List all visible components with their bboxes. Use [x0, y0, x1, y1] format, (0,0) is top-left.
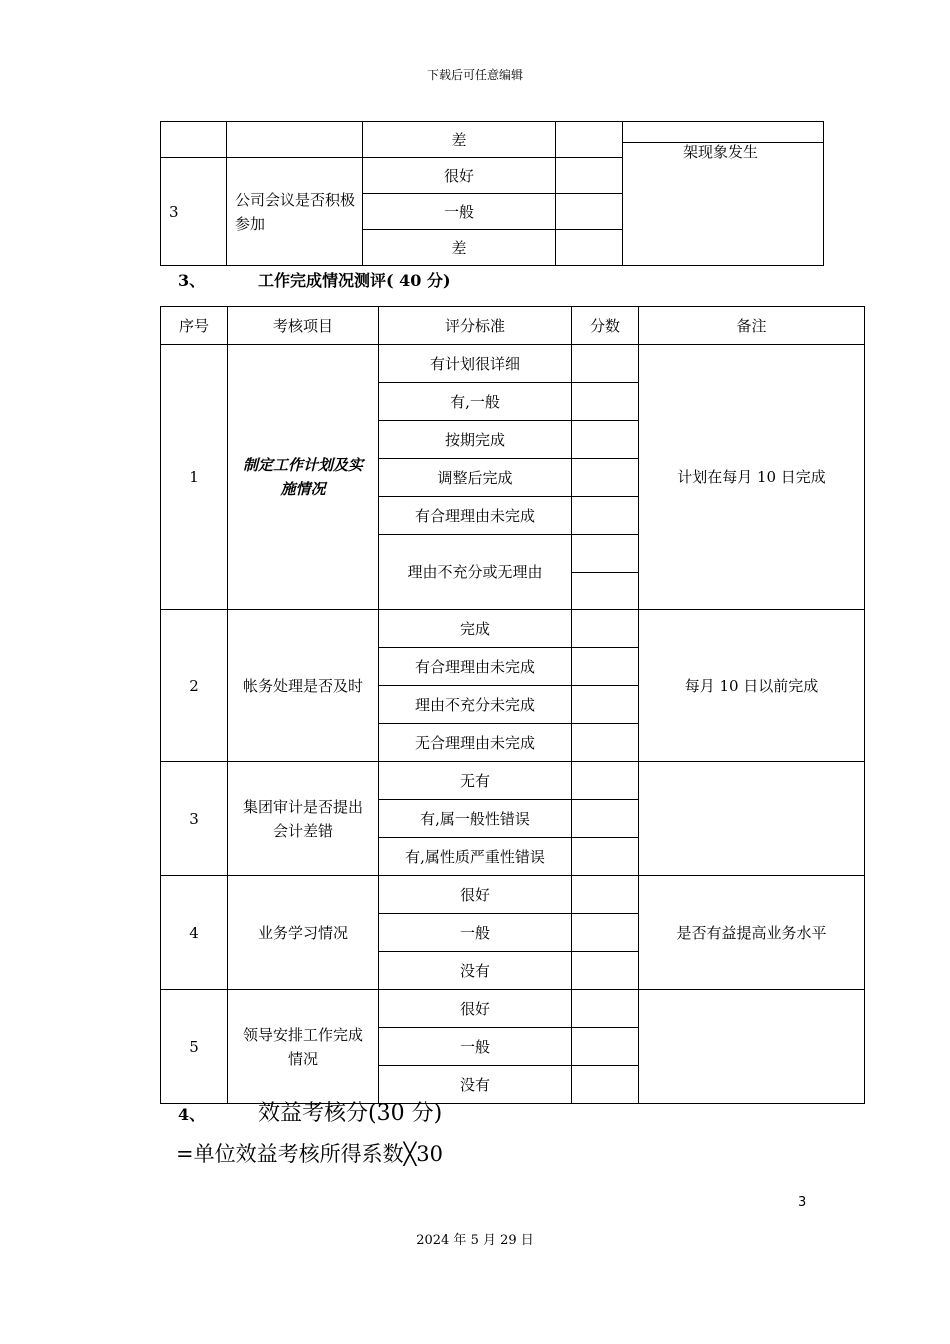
- score-cell: [572, 1028, 639, 1066]
- score-cell: [572, 686, 639, 724]
- header-cell: 考核项目: [228, 307, 379, 345]
- table-cell: [227, 122, 363, 158]
- score-cell: [556, 194, 623, 230]
- table-row: [161, 610, 865, 648]
- score-cell: [572, 1066, 639, 1104]
- header-row: [161, 307, 865, 345]
- table-row: [161, 876, 865, 914]
- criterion-cell: 一般: [379, 914, 572, 952]
- footer-date: 2024 年 5 月 29 日: [416, 1233, 534, 1248]
- criterion-cell: 差: [363, 230, 556, 266]
- score-cell: [572, 800, 639, 838]
- note-cell: 是否有益提高业务水平: [639, 876, 865, 990]
- criterion-cell: 很好: [379, 876, 572, 914]
- score-cell: [572, 914, 639, 952]
- criterion-cell: 没有: [379, 952, 572, 990]
- page-number: 3: [798, 1195, 807, 1210]
- note-text: 架现象发生: [683, 143, 759, 161]
- table-row: [161, 345, 865, 383]
- formula-text: =单位效益考核所得系数╳30: [176, 1142, 443, 1166]
- row-number: 3: [161, 158, 227, 266]
- score-cell: [556, 230, 623, 266]
- section-title: 效益考核分(30 分): [258, 1101, 443, 1126]
- criterion-cell: 一般: [379, 1028, 572, 1066]
- score-cell: [572, 345, 639, 383]
- score-cell: [572, 497, 639, 535]
- criterion-cell: 按期完成: [379, 421, 572, 459]
- criterion-cell: 有,一般: [379, 383, 572, 421]
- item-cell: 公司会议是否积极参加: [227, 158, 363, 266]
- criterion-cell: 理由不充分未完成: [379, 686, 572, 724]
- score-cell: [572, 535, 639, 610]
- work-completion-table: [160, 306, 865, 1104]
- criterion-cell: 没有: [379, 1066, 572, 1104]
- item-cell: 集团审计是否提出会计差错: [228, 762, 379, 876]
- item-cell: 业务学习情况: [228, 876, 379, 990]
- section-title: 工作完成情况测评( 40 分): [258, 271, 451, 290]
- section-3-heading: [178, 268, 451, 291]
- note-cell: [639, 762, 865, 876]
- score-cell: [572, 762, 639, 800]
- header-cell: 备注: [639, 307, 865, 345]
- criterion-cell: 一般: [363, 194, 556, 230]
- criterion-cell: 有计划很详细: [379, 345, 572, 383]
- score-cell: [572, 383, 639, 421]
- score-cell: [556, 158, 623, 194]
- criterion-cell: 很好: [363, 158, 556, 194]
- table-cell: [161, 122, 227, 158]
- row-number: 1: [161, 345, 228, 610]
- header-cell: 序号: [161, 307, 228, 345]
- section-number: 4、: [178, 1105, 206, 1124]
- score-cell: [572, 952, 639, 990]
- criterion-cell: 调整后完成: [379, 459, 572, 497]
- score-cell: [572, 990, 639, 1028]
- section-number: 3、: [178, 271, 206, 290]
- criterion-cell: 无有: [379, 762, 572, 800]
- criterion-cell: 有合理理由未完成: [379, 497, 572, 535]
- criterion-cell: 完成: [379, 610, 572, 648]
- criterion-cell: 无合理理由未完成: [379, 724, 572, 762]
- table-row: [161, 990, 865, 1028]
- row-number: 4: [161, 876, 228, 990]
- section-4-heading: [178, 1096, 442, 1127]
- criterion-cell: 有合理理由未完成: [379, 648, 572, 686]
- criterion-cell: 差: [363, 122, 556, 158]
- criterion-cell: 有,属性质严重性错误: [379, 838, 572, 876]
- item-cell: 制定工作计划及实施情况: [228, 345, 379, 610]
- note-cell: [639, 990, 865, 1104]
- row-number: 2: [161, 610, 228, 762]
- attendance-table-continued: [160, 121, 824, 266]
- criterion-cell: 很好: [379, 990, 572, 1028]
- header-cell: 评分标准: [379, 307, 572, 345]
- criterion-cell: 有,属一般性错误: [379, 800, 572, 838]
- item-cell: 帐务处理是否及时: [228, 610, 379, 762]
- criterion-cell: 理由不充分或无理由: [379, 535, 572, 610]
- table-row: [161, 762, 865, 800]
- header-cell: 分数: [572, 307, 639, 345]
- note-cell: [623, 122, 824, 266]
- score-cell: [572, 610, 639, 648]
- item-cell: 领导安排工作完成情况: [228, 990, 379, 1104]
- note-cell: 每月 10 日以前完成: [639, 610, 865, 762]
- row-number: 3: [161, 762, 228, 876]
- score-cell: [572, 838, 639, 876]
- score-cell: [572, 421, 639, 459]
- score-cell: [556, 122, 623, 158]
- note-cell: 计划在每月 10 日完成: [639, 345, 865, 610]
- score-cell: [572, 876, 639, 914]
- page-header: 下载后可任意编辑: [426, 68, 523, 82]
- score-cell: [572, 648, 639, 686]
- score-cell: [572, 724, 639, 762]
- row-number: 5: [161, 990, 228, 1104]
- score-cell: [572, 459, 639, 497]
